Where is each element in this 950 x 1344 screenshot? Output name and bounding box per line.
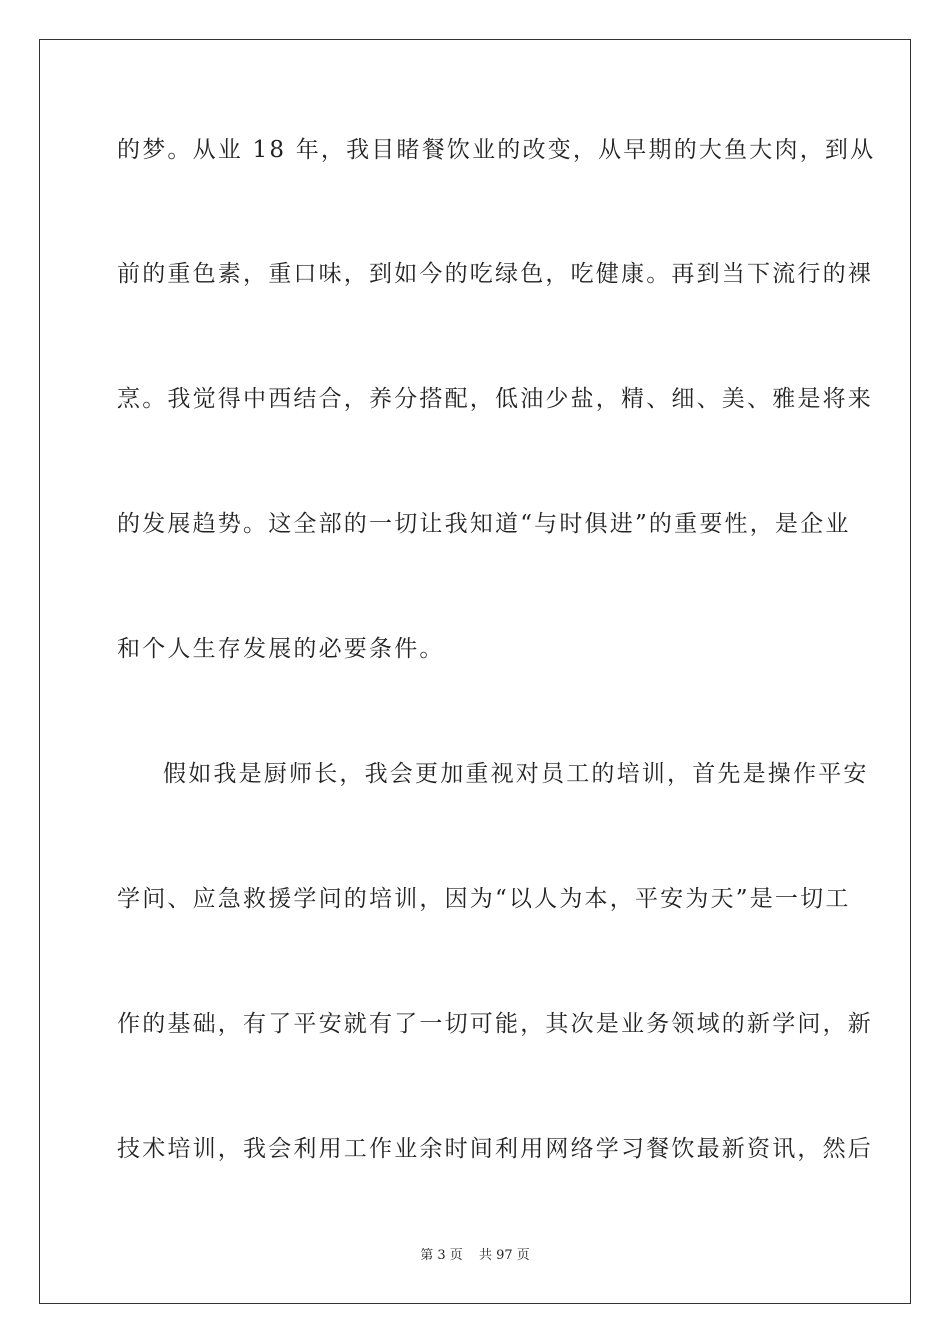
body-text-line: 前的重色素，重口味，到如今的吃绿色，吃健康。再到当下流行的裸	[117, 261, 873, 287]
body-text-line: 学问、应急救援学问的培训，因为“以人为本，平安为天”是一切工	[117, 886, 851, 912]
body-text-line: 和个人生存发展的必要条件。	[117, 636, 445, 662]
page-number: 第 3 页	[420, 1248, 463, 1263]
body-text-line: 作的基础，有了平安就有了一切可能，其次是业务领域的新学问，新	[117, 1011, 873, 1037]
page-footer	[0, 1248, 950, 1264]
total-pages: 共 97 页	[478, 1248, 530, 1263]
body-text-line: 烹。我觉得中西结合，养分搭配，低油少盐，精、细、美、雅是将来	[117, 386, 873, 412]
page-border	[39, 39, 911, 1304]
body-text-line: 技术培训，我会利用工作业余时间利用网络学习餐饮最新资讯，然后	[117, 1136, 873, 1162]
paragraph-first-line: 假如我是厨师长，我会更加重视对员工的培训，首先是操作平安	[163, 761, 869, 787]
body-text-line: 的发展趋势。这全部的一切让我知道“与时俱进”的重要性，是企业	[117, 511, 851, 537]
body-text-line: 的梦。从业 18 年，我目睹餐饮业的改变，从早期的大鱼大肉，到从	[117, 137, 876, 163]
